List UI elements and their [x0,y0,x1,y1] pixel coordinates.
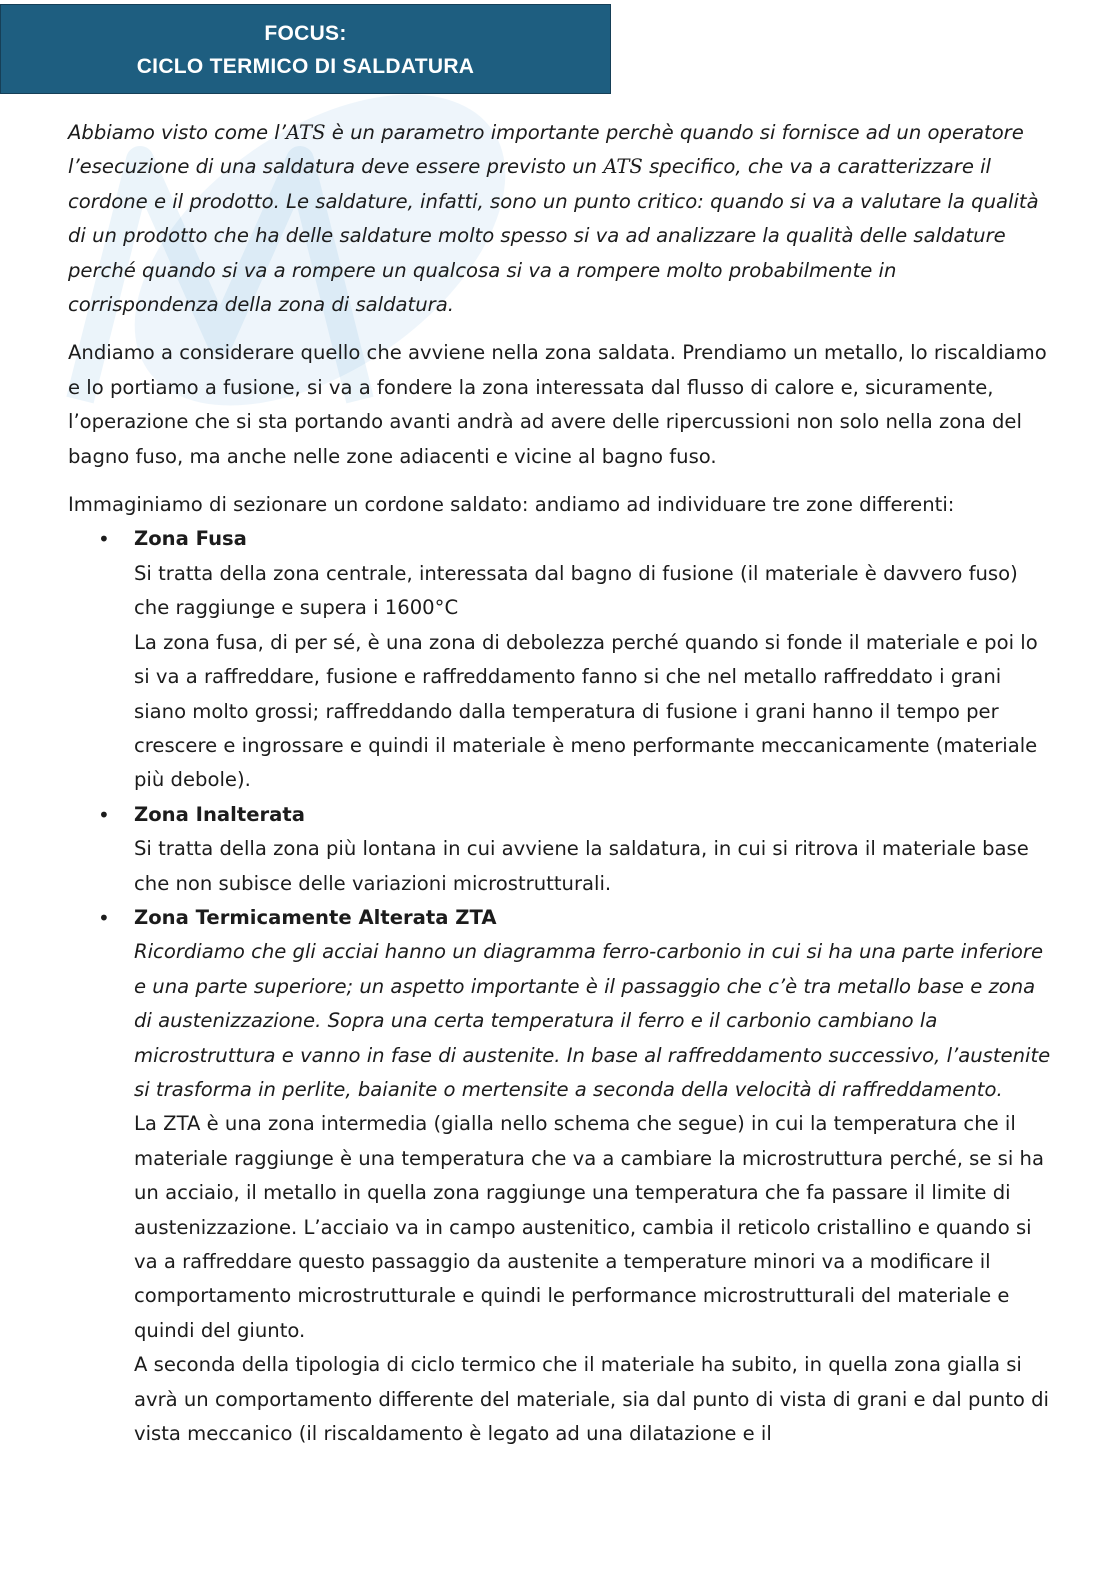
list-item [98,522,1053,797]
zones-list [68,522,1053,1451]
zone-title: Zona Termicamente Alterata ZTA [134,905,497,929]
zone-title: Zona Inalterata [134,802,305,826]
paragraph-zona-saldata: Andiamo a considerare quello che avviene nella zona saldata. Prendiamo un metallo, lo riscaldiamo e lo portiamo a fusione, si va a fondere la zona interessata dal flusso di calore e, sicuramente, l’operazione che si sta portando avanti andrà ad avere delle ripercussioni non solo nella zona del bagno fuso, ma anche nelle zone adiacenti e vicine al bagno fuso. [68,341,1047,468]
bullet-icon: • [98,905,110,930]
banner-label: FOCUS: [264,22,347,45]
zone-text: Ricordiamo che gli acciai hanno un diagramma ferro-carbonio in cui si ha una parte inferiore e una parte superiore; un aspetto importante è il passaggio che c’è tra metallo base e zona di austenizzazione. Sopra una certa temperatura il ferro e il carbonio cambiano la microstruttura e vanno in fase di austenite. In base al raffreddamento successivo, l’austenite si trasforma in perlite, baianite o mertensite a seconda della velocità di raffreddamento. [134,940,1051,1101]
focus-banner [0,4,611,94]
bullet-icon: • [98,527,110,552]
ats-term: ATS [603,155,643,179]
zone-title: Zona Fusa [134,527,247,551]
ats-term: ATS [285,121,326,144]
paragraph-tre-zone: Immaginiamo di sezionare un cordone saldato: andiamo ad individuare tre zone differenti: [68,493,955,517]
zone-text: La ZTA è una zona intermedia (gialla nello schema che segue) in cui la temperatura che il materiale raggiunge è una temperatura che va a cambiare la microstruttura perché, se si ha un acciaio, il metallo in quella zona raggiunge una temperatura che fa passare il limite di austenizzazione. L’acciaio va in campo austenitico, cambia il reticolo cristallino e quando si va a raffreddare questo passaggio da austenite a temperature minori va a modificare il comportamento microstrutturale e quindi le performance microstrutturali del materiale e quindi del giunto. [134,1112,1044,1342]
list-item [98,901,1053,1452]
document-body [68,116,1053,1451]
zone-text: La zona fusa, di per sé, è una zona di debolezza perché quando si fonde il materiale e poi lo si va a raffreddare, fusione e raffreddamento fanno si che nel metallo raffreddato i grani siano molto grossi; raffreddando dalla temperatura di fusione i grani hanno il tempo per crescere e ingrossare e quindi il materiale è meno performante meccanicamente (materiale più debole). [134,630,1038,792]
bullet-icon: • [98,802,110,827]
zone-text: A seconda della tipologia di ciclo termico che il materiale ha subito, in quella zona gialla si avrà un comportamento differente del materiale, sia dal punto di vista di grani e dal punto di vista meccanico (il riscaldamento è legato ad una dilatazione e il [134,1353,1049,1446]
intro-paragraph: Abbiamo visto come l’ATS è un parametro importante perchè quando si fornisce ad un operatore l’esecuzione di una saldatura deve essere previsto un ATS specifico, che va a caratterizzare il cordone e il prodotto. Le saldature, infatti, sono un punto critico: quando si va a valutare la qualità di un prodotto che ha delle saldature molto spesso si va ad analizzare la qualità delle saldature perché quando si va a rompere un qualcosa si va a rompere molto probabilmente in corrispondenza della zona di saldatura. [68,121,1039,317]
zone-text: Si tratta della zona più lontana in cui avviene la saldatura, in cui si ritrova il materiale base che non subisce delle variazioni microstrutturali. [134,837,1029,895]
banner-title: CICLO TERMICO DI SALDATURA [136,55,475,78]
list-item [98,798,1053,901]
zone-text: Si tratta della zona centrale, interessata dal bagno di fusione (il materiale è davvero fuso) che raggiunge e supera i 1600°C [134,561,1018,620]
